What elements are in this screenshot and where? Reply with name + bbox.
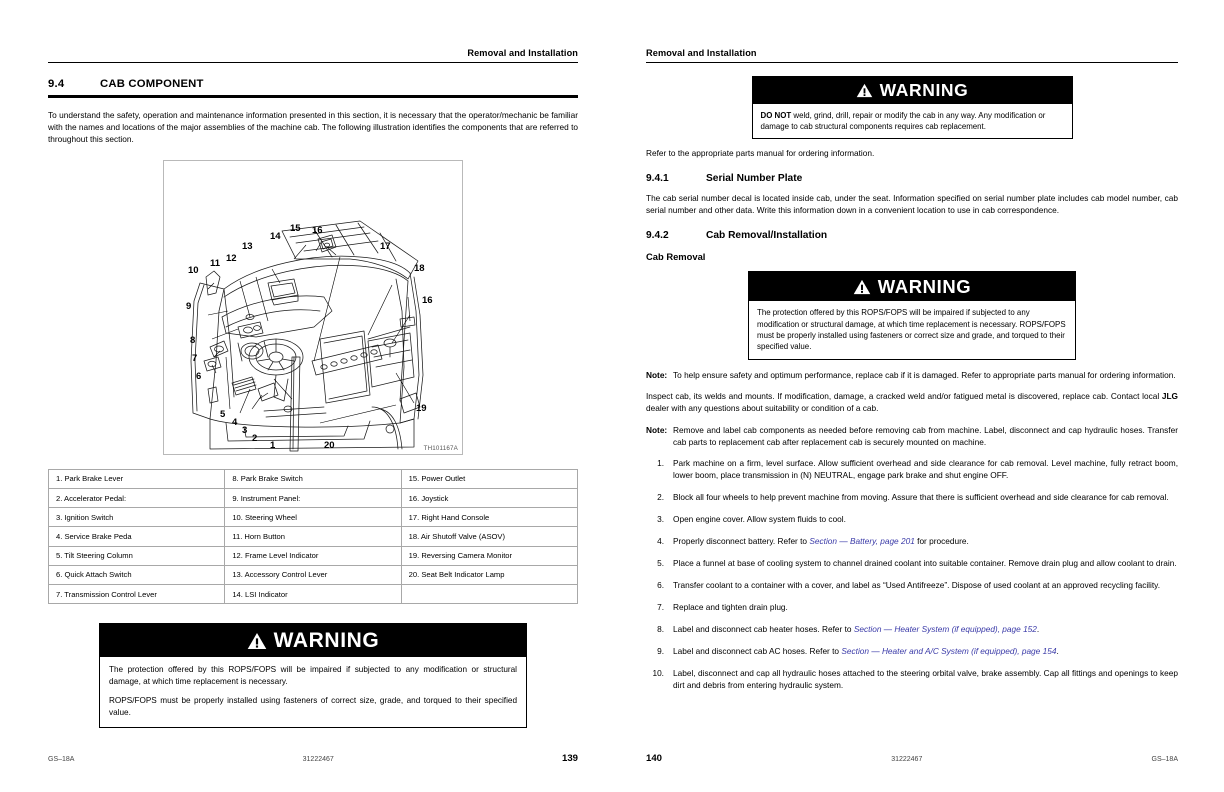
subheading-cab-removal: Cab Removal [646, 251, 706, 263]
warning-label: WARNING [273, 628, 380, 652]
table-cell: 2. Accelerator Pedal: [49, 489, 225, 508]
step-text [673, 624, 1178, 636]
step-text: Label, disconnect and cap all hydraulic hoses attached to the steering orbital valve, brake assembly. Cap all fittings and openings to keep dirt and debris from entering hydraulic system. [673, 667, 1178, 690]
step-marker: 8. [657, 623, 664, 634]
svg-text:5: 5 [220, 408, 226, 420]
list-item [646, 624, 1178, 636]
inspect-text-a: Inspect cab, its welds and mounts. If modification, damage, a cracked weld and/or fatigued metal is discovered, replace cab. Contact local [646, 390, 1162, 401]
table-cell: 6. Quick Attach Switch [49, 565, 225, 584]
table-cell: 1. Park Brake Lever [49, 469, 225, 488]
step-marker: 5. [657, 558, 664, 569]
svg-text:12: 12 [226, 252, 237, 264]
svg-text:4: 4 [232, 416, 238, 428]
note-text: To help ensure safety and optimum performance, replace cab if it is damaged. Refer to appropriate parts manual for ordering information. [673, 369, 1176, 380]
warning-triangle-icon [853, 279, 871, 295]
note-text: Remove and label cab components as needed before removing cab from machine. Label, disconnect and cap hydraulic hoses. Transfer cab parts to replacement cab after replacement cab is securely mounted on machine. [673, 424, 1178, 447]
svg-text:16: 16 [312, 224, 323, 236]
cab-components-table [48, 469, 578, 604]
step-marker: 3. [657, 514, 664, 525]
table-row [49, 508, 578, 527]
step-text: Block all four wheels to help prevent machine from moving. Assure that there is sufficient overhead and side clearance for cab removal. [673, 492, 1169, 503]
svg-text:6: 6 [196, 370, 202, 382]
warning-banner [749, 272, 1075, 301]
warning-banner [100, 624, 526, 657]
list-item [646, 514, 1178, 526]
cross-reference-link[interactable]: Section — Battery, page 201 [809, 536, 915, 547]
warning-bold-lead: DO NOT [760, 111, 792, 120]
warning-box-rops-fops-2 [748, 271, 1076, 360]
list-item [646, 668, 1178, 692]
svg-text:10: 10 [188, 264, 199, 276]
svg-text:15: 15 [290, 222, 301, 234]
section-number: 9.4.1 [646, 173, 669, 185]
step-text: Transfer coolant to a container with a cover, and label as “Used Antifreeze”. Dispose of used coolant at an approved recycling facility. [673, 580, 1161, 591]
page-header-left [48, 48, 578, 58]
table-row [49, 489, 578, 508]
footer-doc-number: 31222467 [891, 756, 923, 763]
step-marker: 2. [657, 492, 664, 503]
header-rule [48, 62, 578, 63]
table-cell: 9. Instrument Panel: [225, 489, 401, 508]
svg-text:9: 9 [186, 300, 192, 312]
intro-paragraph: To understand the safety, operation and maintenance information presented in this section, it is necessary that the operator/mechanic be familiar with the names and locations of the major assemblies of the machine cab. The following illustration identifies the components that are referred to throughout this section. [48, 110, 578, 144]
header-rule [646, 62, 1178, 63]
drawing-id-label: TH101167A [423, 444, 458, 452]
step-marker: 10. [652, 667, 664, 678]
svg-text:20: 20 [324, 439, 335, 451]
svg-text:18: 18 [414, 262, 425, 274]
svg-text:11: 11 [210, 257, 221, 269]
list-item [646, 580, 1178, 592]
svg-text:19: 19 [416, 402, 427, 414]
section-number: 9.4 [48, 78, 65, 90]
table-cell: 3. Ignition Switch [49, 508, 225, 527]
warning-text: The protection offered by this ROPS/FOPS will be impaired if subjected to any modification or structural damage, at which time replacement is necessary. ROPS/FOPS must be properly installed using fasteners or correct size and grade, and torqued to their specified value. [757, 308, 1066, 352]
section-title: Cab Removal/Installation [706, 230, 828, 242]
note-label: Note: [646, 369, 668, 380]
cab-line-drawing [164, 161, 462, 454]
table-cell: 17. Right Hand Console [401, 508, 577, 527]
table-cell: 12. Frame Level Indicator [225, 546, 401, 565]
header-title: Removal and Installation [646, 48, 757, 58]
section-rule [48, 95, 578, 98]
step-text: Park machine on a firm, level surface. Allow sufficient overhead and side clearance for cab removal. Level machine, fully retract boom, lower boom, place transmission in (N) NEUTRAL, engage park brake and shut engine OFF. [673, 458, 1178, 481]
step-marker: 1. [657, 458, 664, 469]
svg-text:2: 2 [252, 432, 258, 444]
note-1 [646, 370, 1178, 382]
table-cell: 18. Air Shutoff Valve (ASOV) [401, 527, 577, 546]
table-cell: 11. Horn Button [225, 527, 401, 546]
section-heading-9-4 [48, 78, 578, 90]
step-text-before: Label and disconnect cab heater hoses. Refer to [673, 623, 854, 634]
cross-reference-link[interactable]: Section — Heater and A/C System (if equipped), page 154 [841, 645, 1057, 656]
note-label: Note: [646, 424, 668, 435]
table-cell [401, 584, 577, 603]
step-text [673, 646, 1178, 658]
footer-page-number: 140 [646, 753, 663, 764]
table-cell: 7. Transmission Control Lever [49, 584, 225, 603]
table-cell: 10. Steering Wheel [225, 508, 401, 527]
inspect-paragraph [646, 391, 1178, 415]
warning-text [761, 110, 1064, 132]
warning-triangle-icon [856, 83, 873, 98]
svg-text:13: 13 [242, 240, 253, 252]
table-cell: 5. Tilt Steering Column [49, 546, 225, 565]
list-item [646, 492, 1178, 504]
page-footer-right [646, 753, 1178, 764]
cross-reference-link[interactable]: Section — Heater System (if equipped), page 152 [853, 623, 1037, 634]
list-item [646, 536, 1178, 548]
page-footer-left [48, 753, 578, 764]
page-header-right [646, 48, 1178, 58]
warning-banner [753, 77, 1072, 104]
warning-body [100, 657, 526, 727]
step-text: Place a funnel at base of cooling system to channel drained coolant into suitable container. Remove drain plug and allow coolant to drain. [673, 558, 1177, 569]
step-text [673, 536, 1178, 548]
table-row [49, 469, 578, 488]
warning-body [749, 301, 1075, 359]
brand-name: JLG [1161, 390, 1178, 401]
table-row [49, 527, 578, 546]
footer-page-number: 139 [561, 753, 578, 764]
header-title: Removal and Installation [467, 48, 578, 58]
svg-text:16: 16 [422, 294, 433, 306]
svg-text:14: 14 [270, 230, 281, 242]
step-text: Open engine cover. Allow system fluids to cool. [673, 514, 846, 525]
footer-model: GS–18A [48, 756, 75, 763]
warning-body [753, 104, 1072, 138]
warning-label: WARNING [879, 80, 969, 100]
step-text-before: Properly disconnect battery. Refer to [673, 536, 810, 547]
step-text-after: for procedure. [914, 536, 969, 547]
step-text-before: Label and disconnect cab AC hoses. Refer to [673, 645, 842, 656]
section-heading-9-4-2 [646, 230, 1178, 241]
table-row [49, 546, 578, 565]
table-cell: 14. LSI Indicator [225, 584, 401, 603]
refer-paragraph: Refer to the appropriate parts manual for ordering information. [646, 148, 875, 159]
step-marker: 6. [657, 580, 664, 591]
table-cell: 4. Service Brake Peda [49, 527, 225, 546]
inspect-text-b: dealer with any questions about suitability or condition of a cab. [646, 402, 879, 413]
page-140 [612, 0, 1224, 792]
footer-model: GS–18A [1151, 756, 1178, 763]
warning-paragraph-1: The protection offered by this ROPS/FOPS will be impaired if subjected to any modification or structural damage, at which time replacement is necessary. [109, 665, 517, 686]
table-cell: 20. Seat Belt Indicator Lamp [401, 565, 577, 584]
table-row [49, 584, 578, 603]
table-cell: 19. Reversing Camera Monitor [401, 546, 577, 565]
warning-paragraph-2: ROPS/FOPS must be properly installed using fasteners of correct size, grade, and torqued to their specified value. [109, 696, 517, 718]
table-cell: 15. Power Outlet [401, 469, 577, 488]
section-title: Serial Number Plate [706, 173, 803, 185]
step-text-after: . [1056, 645, 1059, 656]
step-marker: 9. [657, 645, 664, 656]
warning-box-do-not-modify [752, 76, 1073, 139]
section-heading-9-4-1 [646, 173, 1178, 184]
svg-text:17: 17 [380, 240, 391, 252]
list-item [646, 458, 1178, 482]
warning-triangle-icon [247, 632, 267, 650]
svg-text:8: 8 [190, 334, 196, 346]
warning-label: WARNING [877, 275, 972, 297]
svg-text:3: 3 [242, 424, 248, 436]
table-cell: 13. Accessory Control Lever [225, 565, 401, 584]
note-2 [646, 425, 1178, 449]
list-item [646, 558, 1178, 570]
step-text-after: . [1036, 623, 1040, 634]
list-item [646, 602, 1178, 614]
step-marker: 4. [657, 536, 664, 547]
table-cell: 16. Joystick [401, 489, 577, 508]
table-cell: 8. Park Brake Switch [225, 469, 401, 488]
svg-text:1: 1 [270, 439, 276, 451]
list-item [646, 646, 1178, 658]
footer-doc-number: 31222467 [302, 756, 334, 763]
section-title: CAB COMPONENT [100, 78, 204, 90]
section-number: 9.4.2 [646, 230, 669, 242]
cab-component-illustration [163, 160, 463, 455]
table-row [49, 565, 578, 584]
step-text: Replace and tighten drain plug. [673, 602, 788, 612]
cab-removal-steps [646, 458, 1178, 691]
warning-rest: weld, grind, drill, repair or modify the cab in any way. Any modification or damage to cab structural components requires cab replacement. [760, 111, 1046, 132]
warning-box-rops-fops [99, 623, 527, 728]
step-marker: 7. [657, 602, 664, 612]
serial-number-paragraph: The cab serial number decal is located inside cab, under the seat. Information specified on serial number plate includes cab model number, cab serial number and other data. Write this information down in a convenient location to use in cab correspondence. [646, 193, 1178, 216]
svg-text:7: 7 [192, 352, 198, 364]
